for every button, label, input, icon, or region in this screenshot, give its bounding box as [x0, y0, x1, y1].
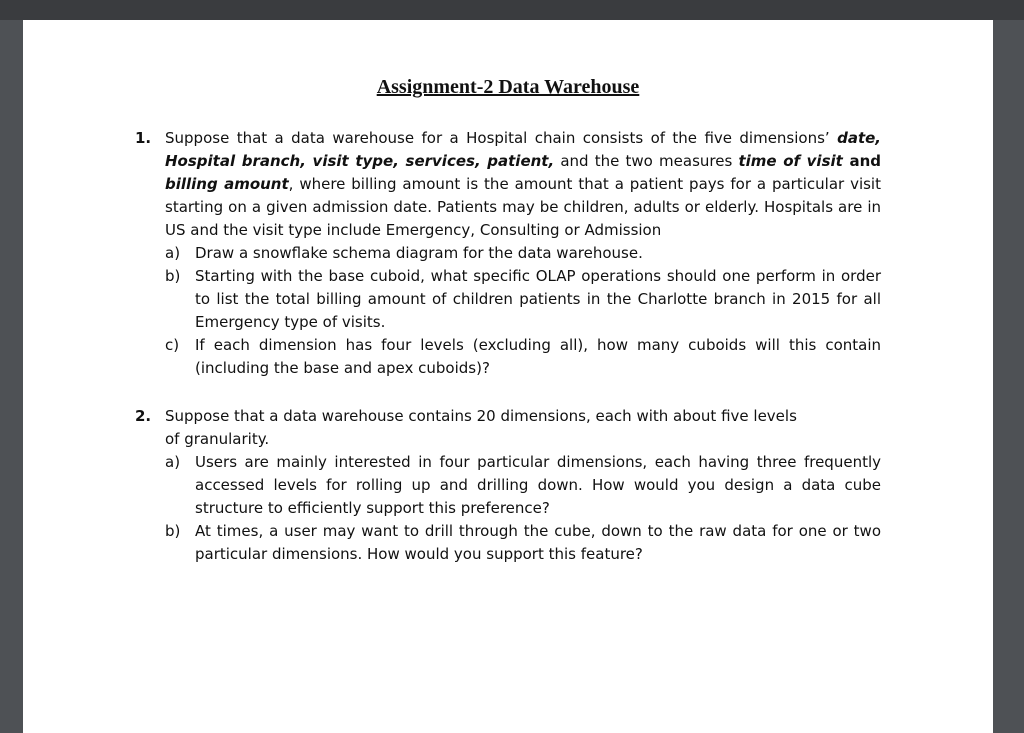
question-number: 2.: [135, 407, 152, 425]
sub-question-text: At times, a user may want to drill through the cube, down to the raw data for one or two particular dimensions. How would you support this feature?: [195, 522, 881, 563]
text-segment: and the two measures: [554, 152, 739, 170]
sub-question-label: c): [165, 336, 180, 354]
sub-question-text: Starting with the base cuboid, what specific OLAP operations should one perform in order to list the total billing amount of children patients in the Charlotte branch in 2015 for all Emergency type of visits.: [195, 267, 881, 331]
question-text-line1: Suppose that a data warehouse contains 20 dimensions, each with about five levels: [165, 407, 797, 425]
viewer-top-bar: [0, 0, 1024, 20]
sub-question-text: Draw a snowflake schema diagram for the data warehouse.: [195, 244, 643, 262]
question-number: 1.: [135, 129, 152, 147]
sub-question-label: a): [165, 244, 181, 262]
sub-question-text: If each dimension has four levels (excluding all), how many cuboids will this contain (including the base and apex cuboids)?: [195, 336, 881, 377]
question-text: [165, 127, 881, 242]
text-segment: , where billing amount is the amount that a patient pays for a particular visit starting on a given admission date. Patients may be children, adults or elderly. Hospitals are in US and the visit type include Emergency, Consulting or Admission: [165, 175, 881, 239]
page-title: Assignment-2 Data Warehouse: [376, 76, 640, 98]
sub-question-text: Users are mainly interested in four particular dimensions, each having three frequently accessed levels for rolling up and drilling down. How would you design a data cube structure to efficiently support this preference?: [195, 453, 881, 517]
dimensions-text: date, Hospital branch, visit type, services, patient,: [165, 129, 881, 170]
text-segment: Suppose that a data warehouse for a Hospital chain consists of the five dimensions’: [165, 129, 838, 147]
sub-question-label: b): [165, 267, 181, 285]
text-segment: and: [842, 152, 881, 170]
measure-text: time of visit: [738, 152, 843, 170]
sub-question-label: b): [165, 522, 181, 540]
document-page: [23, 20, 993, 733]
question-text-line2: of granularity.: [165, 430, 270, 448]
sub-question-label: a): [165, 453, 181, 471]
measure-text: billing amount: [165, 175, 289, 193]
